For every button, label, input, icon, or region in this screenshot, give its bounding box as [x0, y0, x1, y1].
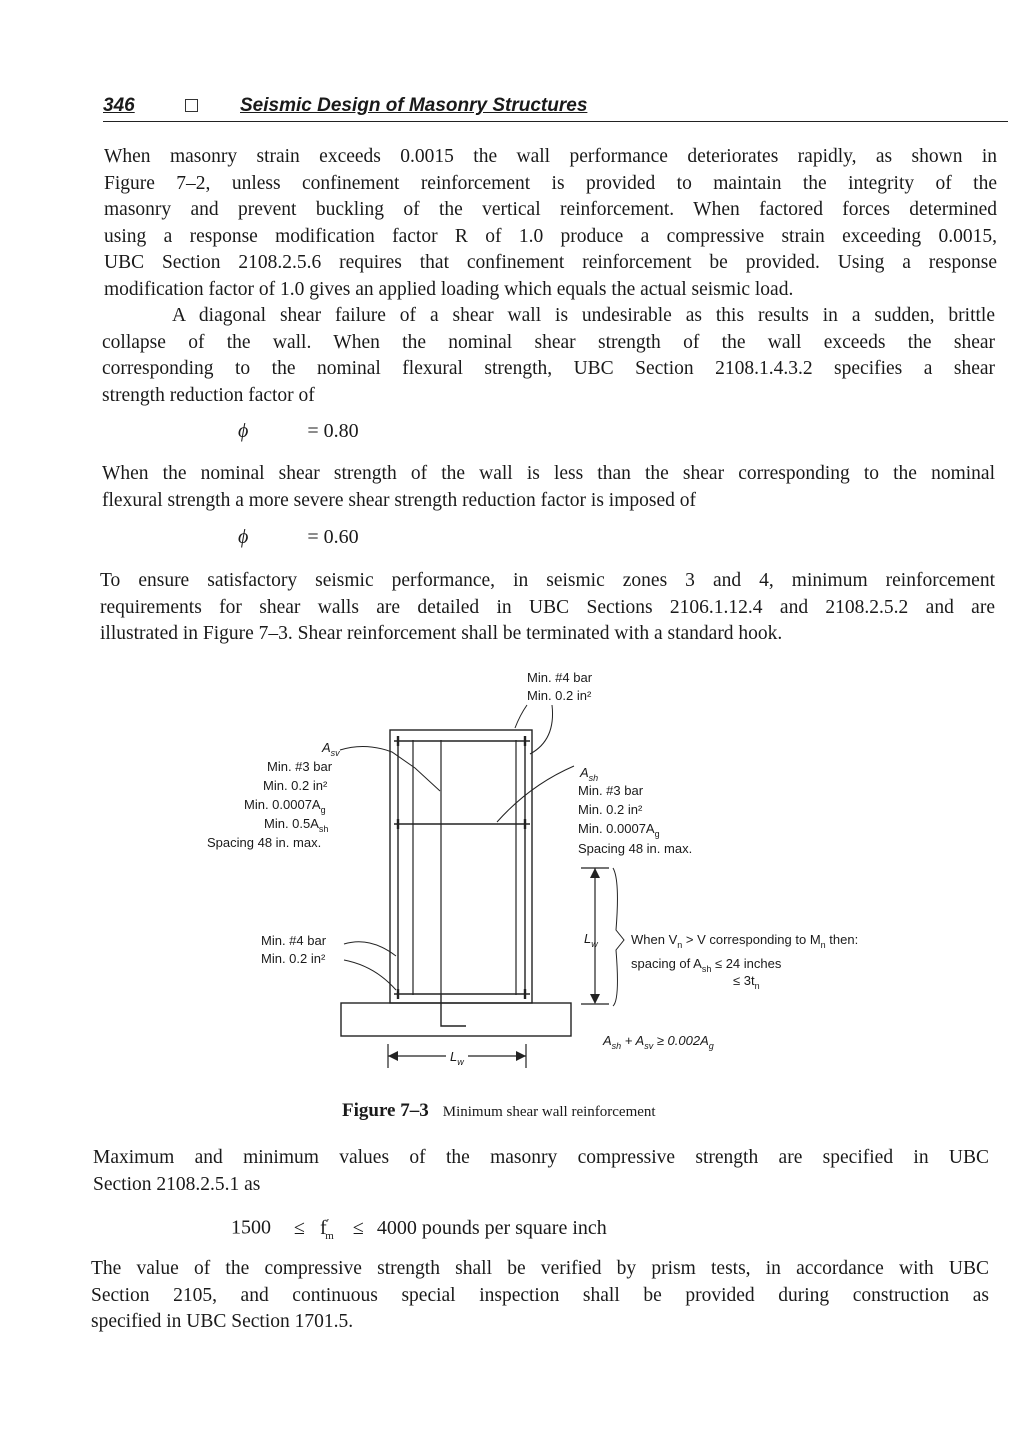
text-line: specified in UBC Section 1701.5. [91, 1311, 354, 1332]
spacing-limit-text: spacing of $A_{sh} \le 24$ inches [631, 956, 782, 974]
spacing-limit-text-2: ≤ $3t_n$ [733, 973, 760, 991]
paragraph-6 [91, 1256, 989, 1336]
asv-min-area: Min. 0.2 in² [263, 778, 328, 793]
paragraph-5 [93, 1145, 989, 1198]
bottom-leader-lines [344, 942, 396, 990]
ash-label: $A_{sh}$ [580, 765, 599, 783]
equation-rhs: = 0.60 [307, 526, 359, 548]
paragraph-4 [100, 568, 995, 648]
text-line: corresponding to the nominal flexural strength, UBC Section 2108.1.4.3.2 specifies a shear [102, 358, 995, 379]
top-leader-line [515, 705, 527, 728]
equation-phi-060 [238, 526, 359, 549]
asv-min-ash: Min. $0.5A_{sh}$ [264, 816, 329, 834]
square-icon [185, 99, 198, 112]
text-line: modification factor of 1.0 gives an applied loading which equals the actual seismic load. [104, 278, 794, 300]
ash-spacing: Spacing 48 in. max. [578, 841, 693, 856]
top-area-label: Min. 0.2 in² [527, 688, 592, 703]
text-line: Figure 7–2, unless confinement reinforcement is provided to maintain the integrity of the [104, 172, 997, 194]
figure-caption [342, 1100, 656, 1122]
height-brace [613, 868, 624, 1006]
bottom-bar-size: Min. #4 bar [261, 933, 327, 948]
fm-lower-bound: 1500 [231, 1216, 271, 1239]
figure-caption-text: Minimum shear wall reinforcement [442, 1104, 656, 1120]
phi-symbol: ϕ [238, 420, 249, 442]
top-bar-label: Min. #4 bar [527, 670, 593, 685]
figure-caption-label: Figure 7–3 [342, 1100, 429, 1121]
wall-outline [390, 730, 532, 1003]
foundation-outline [341, 1003, 571, 1036]
ash-min-ratio: Min. $0.0007A_g$ [578, 821, 660, 839]
phi-symbol: ϕ [238, 526, 249, 548]
text-line: strength reduction factor of [102, 384, 315, 406]
text-line: collapse of the wall. When the nominal shear strength of the wall exceeds the shear [102, 331, 995, 353]
fm-variable: $f'_m$ [319, 1215, 334, 1242]
page-number: 346 [103, 95, 135, 116]
fm-upper-bound: 4000 pounds per square inch [376, 1216, 607, 1239]
running-header [103, 93, 1008, 122]
text-line: When masonry strain exceeds 0.0015 the wall performance deteriorates rapidly, as shown in [104, 146, 997, 167]
height-lw-label: $L_w$ [584, 931, 598, 949]
text-line: masonry and prevent buckling of the vertical reinforcement. When factored forces determined [104, 199, 997, 220]
width-lw-label: $L_w$ [450, 1049, 464, 1067]
leq-symbol: ≤ [352, 1216, 364, 1239]
asv-label: $A_{sv}$ [322, 740, 340, 758]
asv-bar-size: Min. #3 bar [267, 759, 333, 774]
leq-symbol: ≤ [294, 1216, 305, 1239]
shear-wall-figure [0, 660, 1030, 1090]
asv-min-ratio: Min. $0.0007A_g$ [244, 797, 326, 815]
condition-text: When $V_n > V$ corresponding to $M_n$ then: [631, 932, 859, 950]
dowel-hook [441, 995, 466, 1026]
top-hook-curve [530, 705, 553, 754]
text-line: UBC Section 2108.2.5.6 requires that confinement reinforcement be provided. Using a response [104, 252, 997, 273]
text-line: A diagonal shear failure of a shear wall is undesirable as this results in a sudden, brittle [172, 305, 995, 326]
equation-rhs: = 0.80 [307, 420, 359, 442]
equation-fm-range [231, 1215, 607, 1242]
ash-min-area: Min. 0.2 in² [578, 802, 643, 817]
text-line: flexural strength a more severe shear strength reduction factor is imposed of [102, 489, 696, 511]
paragraph-3 [102, 461, 995, 514]
text-line: To ensure satisfactory seismic performance, in seismic zones 3 and 4, minimum reinforcement [100, 570, 995, 591]
equation-phi-080 [238, 420, 359, 443]
text-line: requirements for shear walls are detailed in UBC Sections 2106.1.12.4 and 2108.2.5.2 and are [100, 596, 995, 618]
chapter-title: Seismic Design of Masonry Structures [240, 95, 588, 116]
asv-spacing: Spacing 48 in. max. [207, 835, 322, 850]
text-line: When the nominal shear strength of the wall is less than the shear corresponding to the nominal [102, 463, 995, 484]
hook-ends [398, 736, 525, 999]
text-line: Maximum and minimum values of the masonry compressive strength are specified in UBC [93, 1147, 989, 1168]
paragraph-1 [104, 144, 997, 303]
bottom-bar-area: Min. 0.2 in² [261, 951, 326, 966]
text-line: illustrated in Figure 7–3. Shear reinforcement shall be terminated with a standard hook. [100, 623, 783, 644]
ash-leader-line [497, 766, 574, 822]
paragraph-2 [102, 303, 995, 409]
text-line: Section 2105, and continuous special inspection shall be provided during construction as [91, 1284, 989, 1306]
ash-bar-size: Min. #3 bar [578, 783, 644, 798]
sum-equation: $A_{sh} + A_{sv} \ge 0.002A_g$ [603, 1033, 714, 1051]
text-line: using a response modification factor R of 1.0 produce a compressive strain exceeding 0.0015, [104, 225, 997, 247]
text-line: Section 2108.2.5.1 as [93, 1173, 261, 1195]
text-line: The value of the compressive strength shall be verified by prism tests, in accordance with UBC [91, 1258, 989, 1279]
